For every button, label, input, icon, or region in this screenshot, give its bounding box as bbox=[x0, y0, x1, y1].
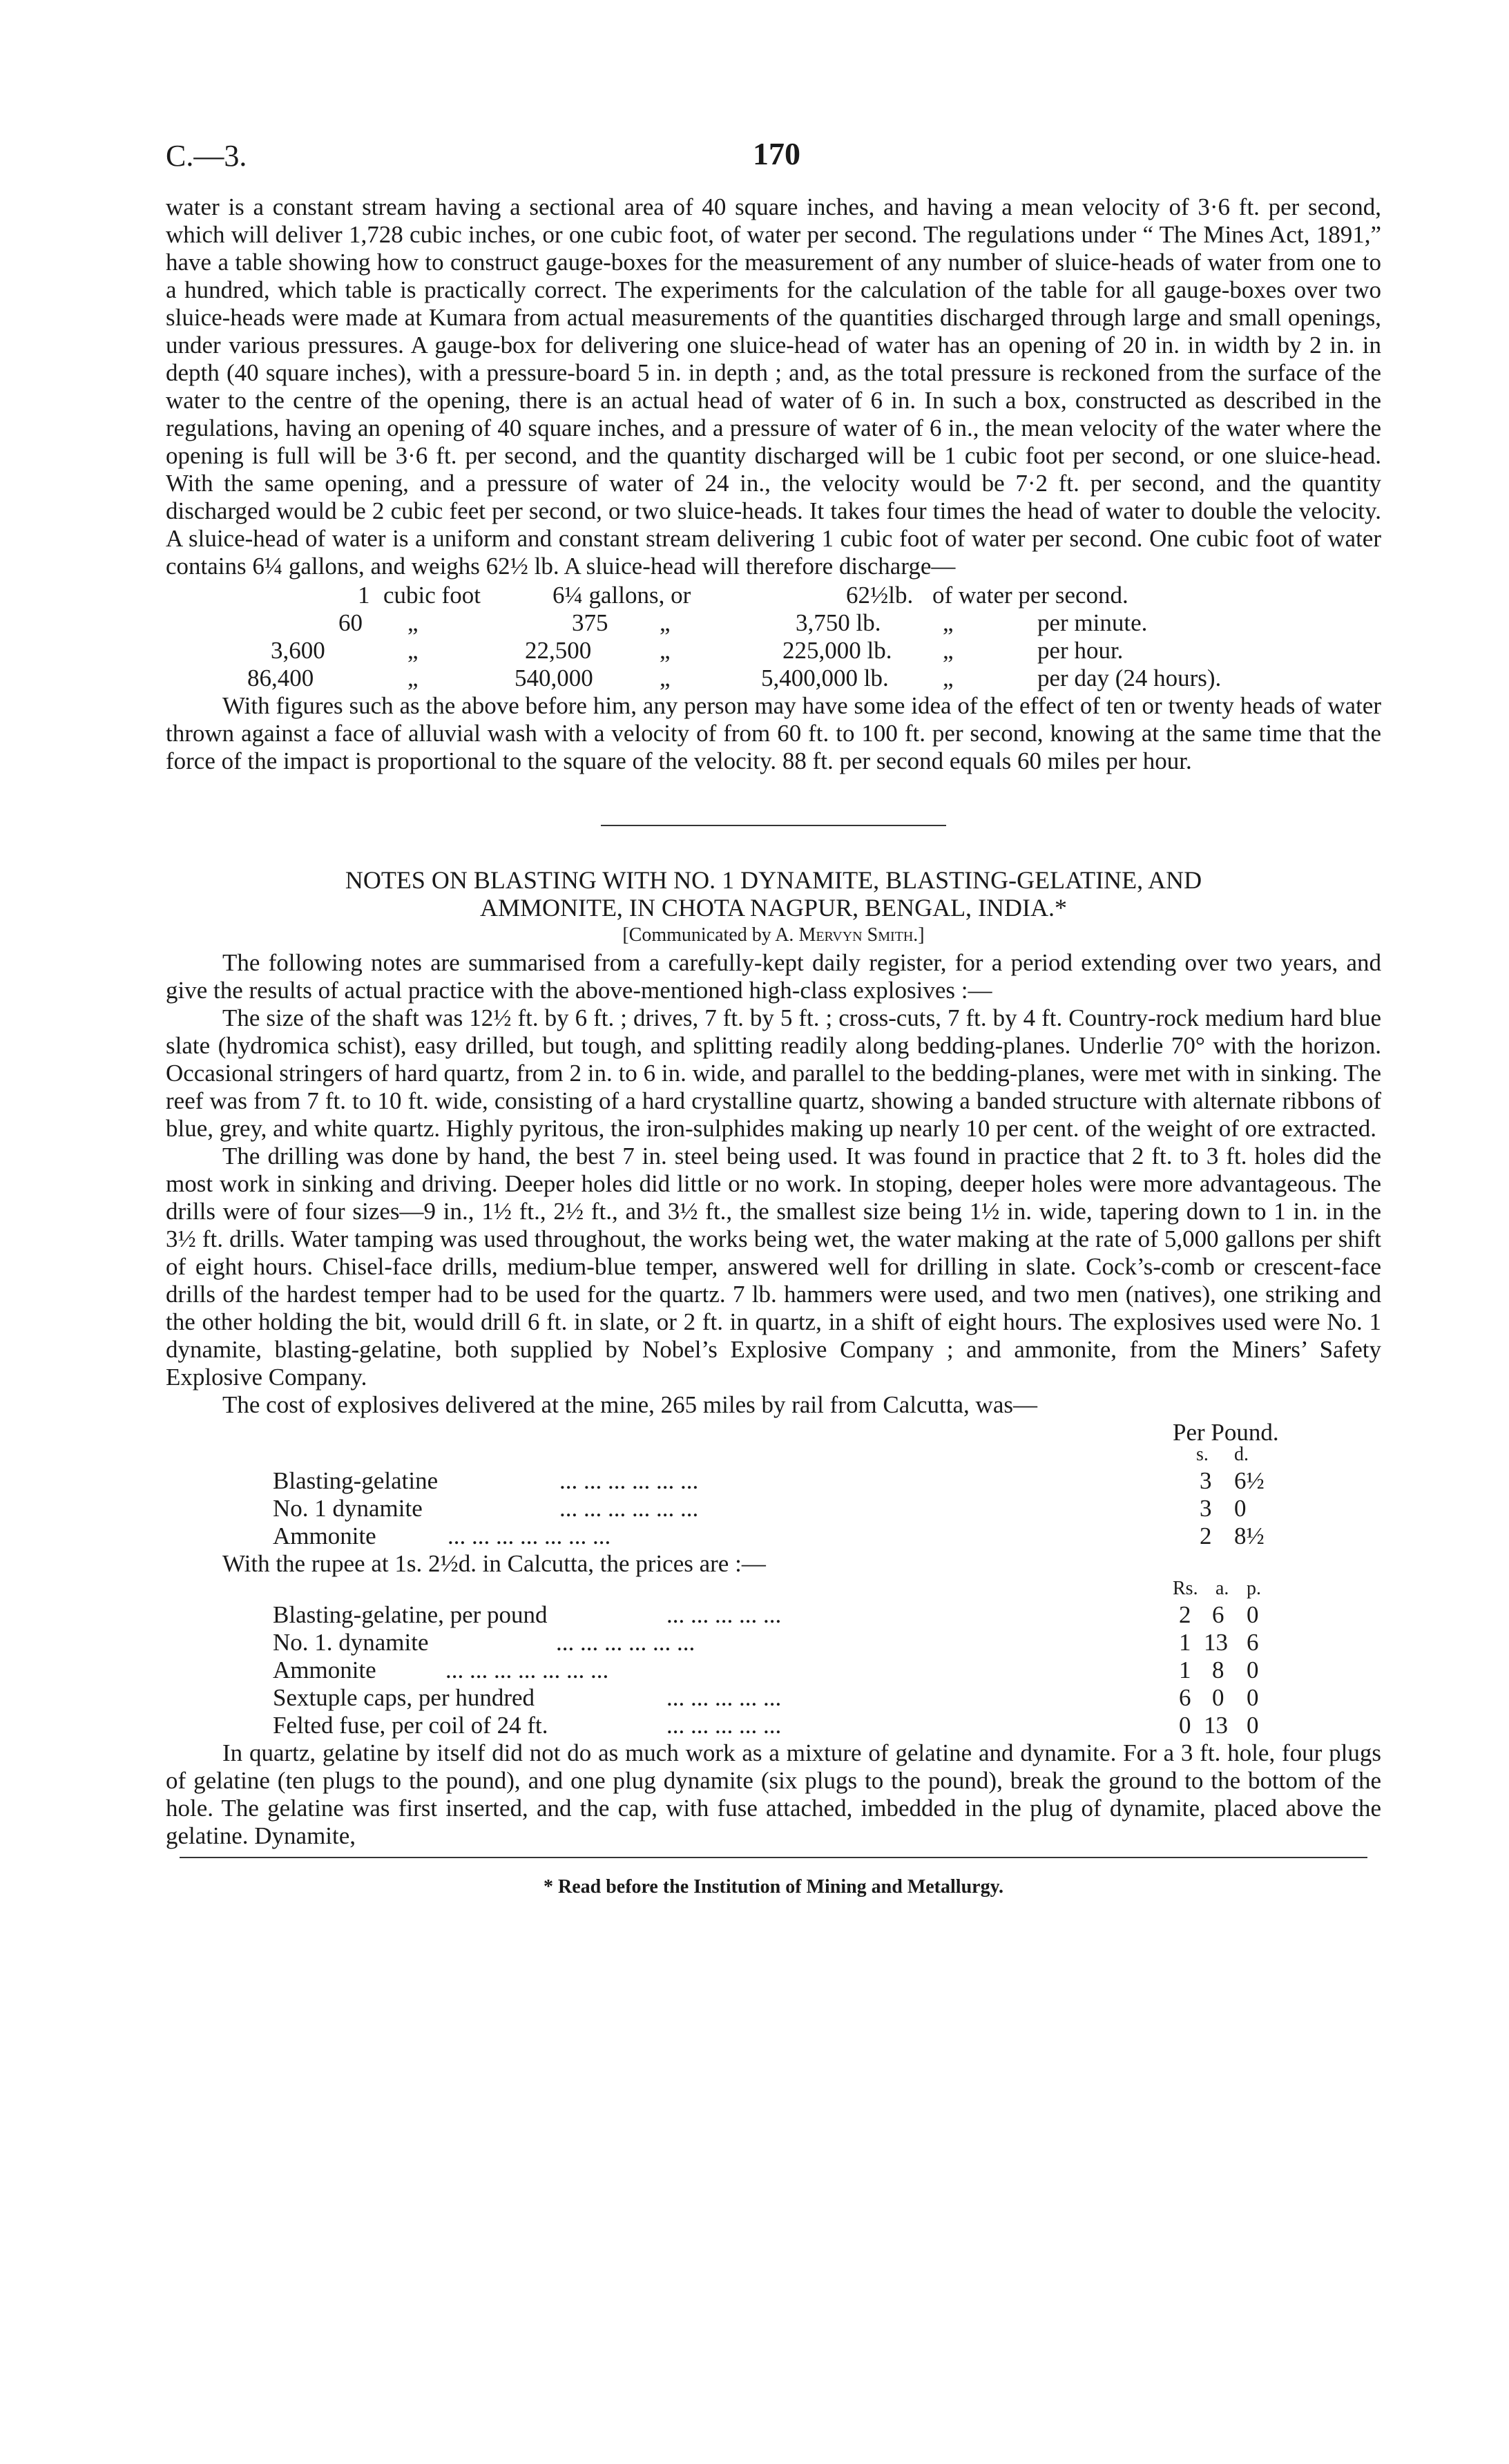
table-row: Ammonite ... ... ... ... ... ... ... 1 8 0 bbox=[273, 1656, 1259, 1683]
table-header: Rs. a. p. bbox=[1173, 1578, 1261, 1599]
table-row: No. 1 dynamite ... ... ... ... ... ... 3 0 bbox=[273, 1495, 1247, 1522]
discharge-table bbox=[166, 582, 1381, 692]
table-row: 1 cubic foot 6¼ gallons, or 62½lb. of water per second. bbox=[358, 582, 1128, 609]
communicated-by: [Communicated by A. Mervyn Smith.] bbox=[622, 924, 925, 946]
table-row: Felted fuse, per coil of 24 ft. ... ... ... ... ... 0 13 0 bbox=[273, 1712, 1259, 1739]
cost-table-rupee bbox=[166, 1578, 1381, 1739]
page-number: 170 bbox=[753, 136, 800, 171]
table-header: Per Pound. bbox=[1173, 1419, 1279, 1446]
table-row: No. 1. dynamite ... ... ... ... ... ... 1 13 6 bbox=[273, 1629, 1259, 1656]
document-page bbox=[166, 131, 1381, 1898]
footnote-divider bbox=[180, 1857, 1367, 1858]
table-row: Sextuple caps, per hundred ... ... ... ... ... 6 0 0 bbox=[273, 1684, 1259, 1711]
document-reference: C.—3. bbox=[166, 139, 247, 173]
table-row: Ammonite ... ... ... ... ... ... ... 2 8½ bbox=[273, 1522, 1265, 1549]
paragraph-quartz: In quartz, gelatine by itself did not do as much work as a mixture of gelatine and dynamite. For a 3 ft. hole, four plugs of gelatine (ten plugs to the pound), and one plug dynamite (six plugs to the pound), break the ground to the bottom of the hole. The gelatine was first inserted, and the cap, with fuse attached, imbedded in the plug of dynamite, placed above the gelatine. Dynamite, bbox=[166, 1739, 1381, 1849]
table-header: s. d. bbox=[1196, 1444, 1249, 1465]
footnote: * Read before the Institution of Mining and Metallurgy. bbox=[543, 1876, 1004, 1898]
table-row: 60 „ 375 „ 3,750 lb. „ per minute. bbox=[338, 609, 1148, 636]
section-title: NOTES ON BLASTING WITH NO. 1 DYNAMITE, BLASTING-GELATINE, AND AMMONITE, IN CHOTA NAGPUR, BENGAL, INDIA.* bbox=[345, 866, 1202, 921]
table-row: 86,400 „ 540,000 „ 5,400,000 lb. „ per day (24 hours). bbox=[247, 665, 1222, 691]
paragraph-figures: With figures such as the above before him, any person may have some idea of the effect of ten or twenty heads of water thrown against a face of alluvial wash with a velocity of from 60 ft. to 100 ft. per second, knowing at the same time that the force of the impact is proportional to the square of the velocity. 88 ft. per second equals 60 miles per hour. bbox=[166, 692, 1381, 774]
table-row: Blasting-gelatine ... ... ... ... ... ... 3 6½ bbox=[273, 1467, 1265, 1494]
section-divider bbox=[601, 825, 946, 826]
cost-table-sterling bbox=[166, 1419, 1381, 1550]
paragraph-drilling: The drilling was done by hand, the best 7 in. steel being used. It was found in practice that 2 ft. to 3 ft. holes did the most work in sinking and driving. Deeper holes did little or no work. In stoping, deeper holes were more advantageous. The drills were of four sizes—9 in., 1½ ft., 2½ ft., and 3½ ft., the smallest size being 1½ in. wide, tapering down to 1 in. in the 3½ ft. drills. Water tamping was used throughout, the works being wet, the water making at the rate of 5,000 gallons per shift of eight hours. Chisel-face drills, medium-blue temper, answered well for drilling in slate. Cock’s-comb or crescent-face drills of the hardest temper had to be used for the quartz. 7 lb. hammers were used, and two men (natives), one striking and the other holding the bit, would drill 6 ft. in slate, or 2 ft. in quartz, in a shift of eight hours. The explosives used were No. 1 dynamite, blasting-gelatine, both supplied by Nobel’s Explosive Company ; and ammonite, from the Miners’ Safety Explosive Company. bbox=[166, 1143, 1381, 1391]
paragraph-rupee: With the rupee at 1s. 2½d. in Calcutta, the prices are :— bbox=[222, 1550, 766, 1577]
author-name: Mervyn Smith bbox=[798, 924, 914, 946]
paragraph-cost-intro: The cost of explosives delivered at the mine, 265 miles by rail from Calcutta, was— bbox=[222, 1391, 1037, 1418]
paragraph-sluice-head: water is a constant stream having a sectional area of 40 square inches, and having a mean velocity of 3·6 ft. per second, which will deliver 1,728 cubic inches, or one cubic foot, of water per second. The regulations under “ The Mines Act, 1891,” have a table showing how to construct gauge-boxes for the measurement of any number of sluice-heads of water from one to a hundred, which table is practically correct. The experiments for the calculation of the table for all gauge-boxes over two sluice-heads were made at Kumara from actual measurements of the quantities discharged through large and small openings, under various pressures. A gauge-box for delivering one sluice-head of water has an opening of 20 in. in width by 2 in. in depth (40 square inches), with a pressure-board 5 in. in depth ; and, as the total pressure is reckoned from the surface of the water to the centre of the opening, there is an actual head of water of 6 in. In such a box, constructed as described in the regulations, having an opening of 40 square inches, and a pressure of water of 6 in., the mean velocity of the water where the opening is full will be 3·6 ft. per second, and the quantity discharged will be 1 cubic foot per second, or one sluice-head. With the same opening, and a pressure of water of 24 in., the velocity would be 7·2 ft. per second, and the quantity discharged would be 2 cubic feet per second, or two sluice-heads. It takes four times the head of water to double the velocity. A sluice-head of water is a uniform and constant stream delivering 1 cubic foot of water per second. One cubic foot of water contains 6¼ gallons, and weighs 62½ lb. A sluice-head will therefore discharge— bbox=[166, 193, 1381, 580]
paragraph-shaft: The size of the shaft was 12½ ft. by 6 ft. ; drives, 7 ft. by 5 ft. ; cross-cuts, 7 ft. by 4 ft. Country-rock medium hard blue slate (hydromica schist), easy drilled, but tough, and splitting readily along bedding-planes. Underlie 70° with the horizon. Occasional stringers of hard quartz, from 2 in. to 6 in. wide, and parallel to the bedding-planes, were met with in sinking. The reef was from 7 ft. to 10 ft. wide, consisting of a hard crystalline quartz, showing a banded structure with alternate ribbons of blue, grey, and white quartz. Highly pyritous, the iron-sulphides making up nearly 10 per cent. of the weight of ore extracted. bbox=[166, 1004, 1381, 1142]
table-row: 3,600 „ 22,500 „ 225,000 lb. „ per hour. bbox=[271, 637, 1124, 664]
table-row: Blasting-gelatine, per pound ... ... ... ... ... 2 6 0 bbox=[273, 1601, 1259, 1628]
page-header bbox=[166, 131, 1381, 193]
paragraph-intro: The following notes are summarised from a carefully-kept daily register, for a period extending over two years, and give the results of actual practice with the above-mentioned high-class explosives :— bbox=[166, 949, 1381, 1004]
